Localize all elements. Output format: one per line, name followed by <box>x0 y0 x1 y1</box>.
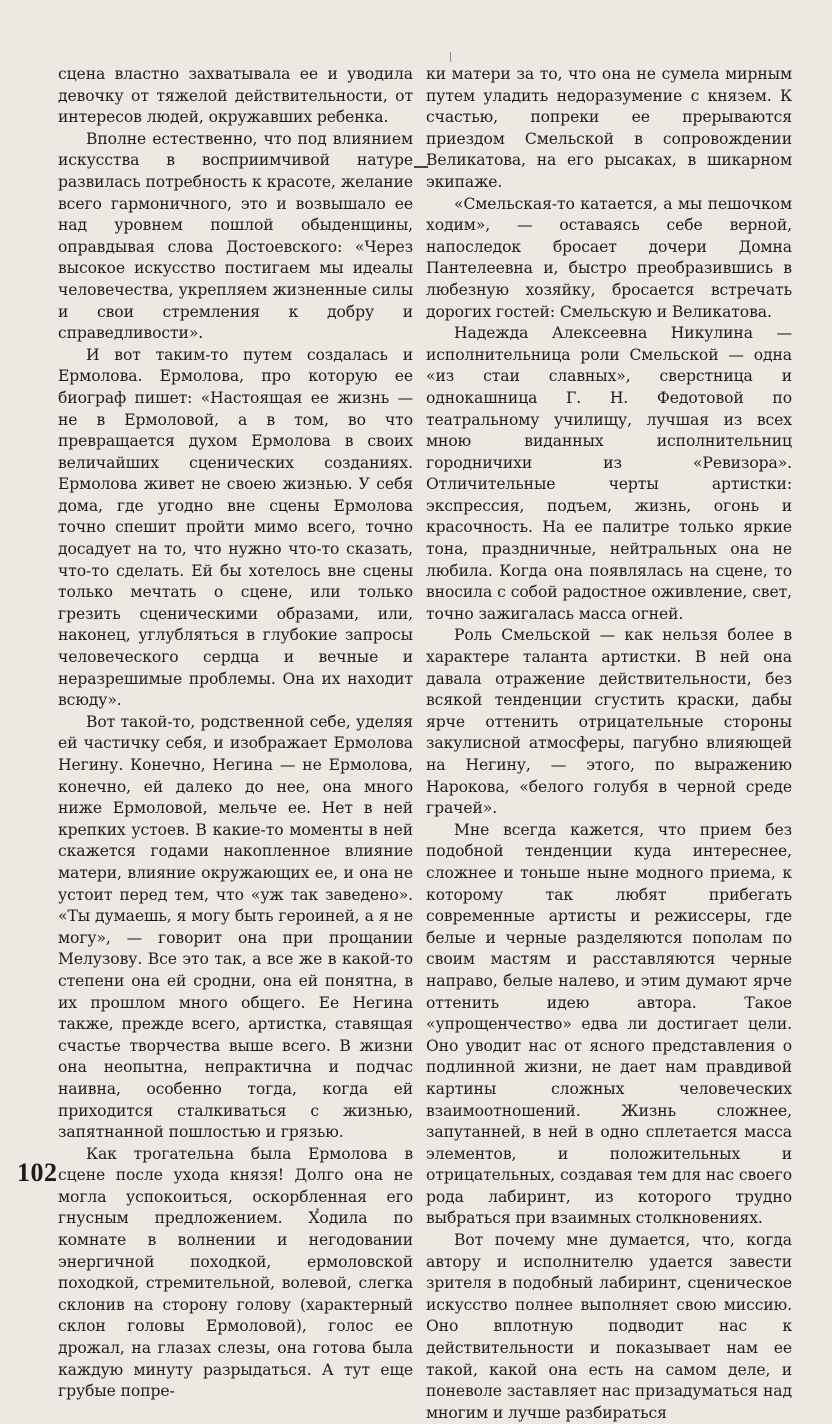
paragraph: Как трогательна была Ермолова в сцене после ухода князя! Долго она не могла успокоиться, оскорбленная его гнусным предложением. Ходила по комнате в волнении и негодовании энергичной походкой, ермоловской походкой, стремительной, волевой, слегка склонив на сторону голову (характерный склон головы Ермоловой), голос ее дрожал, на глазах слезы, она готова была каждую минуту разрыдаться. А тут еще грубые попре- <box>58 1144 413 1401</box>
paragraph: Надежда Алексеевна Никулина — исполнительница роли Смельской — одна «из стаи славных», сверстница и однокашница Г. Н. Федотовой по театральному училищу, лучшая из всех мною виданных исполнительниц городничихи из «Ревизора». Отличительные черты артистки: экспрессия, подъем, жизнь, огонь и красочность. На ее палитре только яркие тона, праздничные, нейтральных она не любила. Когда она появлялась на сцене, то вносила с собой радостное оживление, свет, точно зажигалась масса огней. <box>426 324 792 623</box>
paragraph: сцена властно захватывала ее и уводила девочку от тяжелой действительности, от интересов людей, окружавших ребенка. <box>58 65 413 127</box>
left-text-column <box>58 64 413 1403</box>
paragraph: Роль Смельской — как нельзя более в характере таланта артистки. В ней она давала отражение действительности, без всякой тенденции сгустить краски, дабы ярче оттенить отрицательные стороны закулисной атмосферы, пагубно влияющей на Негину, — этого, по выражению Нарокова, «белого голубя в черной среде грачей». <box>426 626 792 818</box>
print-mark-top <box>450 52 451 62</box>
paragraph: ки матери за то, что она не сумела мирным путем уладить недоразумение с князем. К счастью, попреки ее прерываются приездом Смельской в сопровождении Великатова, на его рысаках, в шикарном экипаже. <box>426 65 792 191</box>
right-text-column <box>426 64 792 1424</box>
paragraph: Вот такой-то, родственной себе, уделяя ей частичку себя, и изображает Ермолова Негину. Конечно, Негина — не Ермолова, конечно, ей далеко до нее, она много ниже Ермоловой, мельче ее. Нет в ней крепких устоев. В какие-то моменты в ней скажется годами накопленное влияние матери, влияние окружающих ее, и она не устоит перед тем, что «уж так заведено». «Ты думаешь, я могу быть героиней, а я не могу», — говорит она при прощании Мелузову. Все это так, а все же в какой-то степени она ей сродни, она ей понятна, в их прошлом много общего. Ее Негина также, прежде всего, артистка, ставящая счастье творчества выше всего. В жизни она неопытна, непрактична и подчас наивна, особенно тогда, когда ей приходится сталкиваться с жизнью, запятнанной пошлостью и грязью. <box>58 712 413 1142</box>
paragraph: Вот почему мне думается, что, когда автору и исполнителю удается завести зрителя в подобный лабиринт, сценическое искусство полнее выполняет свою миссию. Оно вплотную подводит нас к действительности и показывает нам ее такой, какой она есть на самом деле, и поневоле заставляет нас призадуматься над многим и лучше разбираться <box>426 1231 792 1422</box>
paragraph: Мне всегда кажется, что прием без подобной тенденции куда интереснее, сложнее и тоньше ныне модного приема, к которому так любят прибегать современные артисты и режиссеры, где белые и черные разделяются пополам по своим мастям и расставляются черные направо, белые налево, и этим думают ярче оттенить идею автора. Такое «упрощенчество» едва ли достигает цели. Оно уводит нас от ясного представления о подлинной жизни, не дает нам правдивой картины сложных человеческих взаимоотношений. Жизнь сложнее, запутанней, в ней в одно сплетается масса элементов, и положительных и отрицательных, создавая тем для нас своего рода лабиринт, из которого трудно выбраться при взаимных столкновениях. <box>426 820 792 1228</box>
page-number: 102 <box>17 1158 58 1187</box>
paragraph: «Смельская-то катается, а мы пешочком ходим», — оставаясь себе верной, напоследок бросает дочери Домна Пантелеевна и, быстро преобразившись в любезную хозяйку, бросается встречать дорогих гостей: Смельскую и Великатова. <box>426 194 792 321</box>
paragraph: И вот таким-то путем создалась и Ермолова. Ермолова, про которую ее биограф пишет: «Настоящая ее жизнь — не в Ермоловой, а в том, во что превращается духом Ермолова в своих величайших сценических созданиях. Ермолова живет не своею жизнью. У себя дома, где угодно вне сцены Ермолова точно спешит пройти мимо всего, точно досадует на то, что нужно что-то сказать, что-то сделать. Ей бы хотелось вне сцены только мечтать о сцене, или только грезить сценическими образами, или, наконец, углубляться в глубокие запросы человеческого сердца и вечные и неразрешимые проблемы. Она их находит всюду». <box>58 345 413 710</box>
paragraph: Вполне естественно, что под влиянием искусства в восприимчивой натуре развилась потребность к красоте, желание всего гармоничного, это и возвышало ее над уровнем пошлой обыденщины, оправдывая слова Достоевского: «Через высокое искусство постигаем мы идеалы человечества, укрепляем жизненные силы и свои стремления к добру и справедливости». <box>58 129 413 343</box>
